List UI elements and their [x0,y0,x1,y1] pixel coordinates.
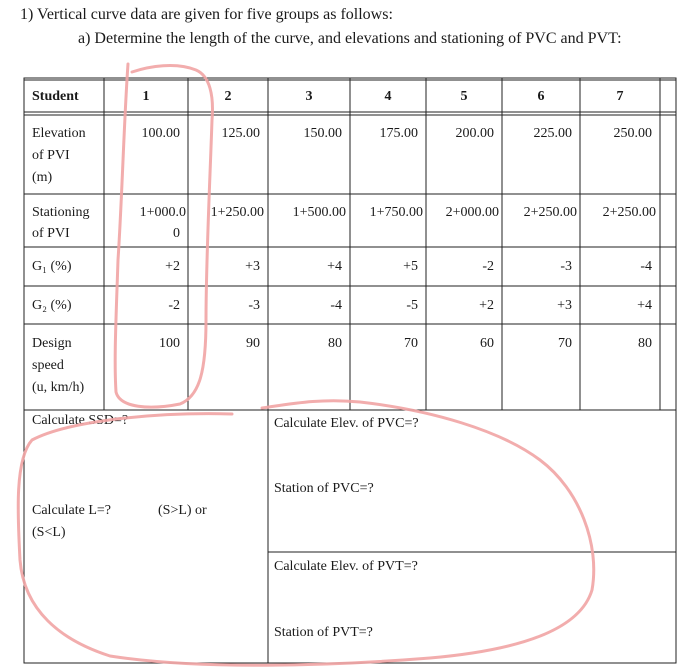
row-speed-label-3: (u, km/h) [32,380,85,395]
stationing-student-1-wrap: 0 [173,226,180,241]
header-student-1: 1 [142,89,150,104]
header-student-label: Student [32,89,79,104]
speed-student-1: 100 [159,336,180,351]
calc-length-cases-b: (S<L) [32,525,66,540]
header-student-6: 6 [537,89,545,104]
g1-student-6: -3 [560,259,572,274]
calc-length: Calculate L=? [32,503,112,518]
g1-student-2: +3 [245,259,260,274]
g2-student-7: +4 [637,298,652,313]
stationing-student-2: 1+250.00 [210,205,264,220]
calc-station-pvt: Station of PVT=? [274,625,373,640]
question-line-2: a) Determine the length of the curve, and elevations and stationing of PVC and PVT: [78,30,622,47]
row-stationing-label-1: Stationing [32,205,90,220]
header-student-3: 3 [305,89,313,104]
calc-length-cases-a: (S>L) or [158,503,207,518]
row-elevation-label-1: Elevation [32,126,86,141]
row-stationing-label-2: of PVI [32,226,70,241]
row-g1-label: G₁ (%) [32,259,72,274]
g1-student-3: +4 [327,259,342,274]
elevation-student-2: 125.00 [221,126,260,141]
calc-station-pvc: Station of PVC=? [274,481,374,496]
row-speed-label-2: speed [32,358,64,373]
g1-student-4: +5 [403,259,418,274]
g1-student-1: +2 [165,259,180,274]
elevation-student-1: 100.00 [141,126,180,141]
elevation-student-4: 175.00 [379,126,418,141]
stationing-student-4: 1+750.00 [369,205,423,220]
elevation-student-7: 250.00 [613,126,652,141]
g2-student-1: -2 [168,298,180,313]
stationing-student-7: 2+250.00 [602,205,656,220]
row-elevation-label-3: (m) [32,170,53,185]
g1-student-7: -4 [640,259,652,274]
elevation-student-3: 150.00 [303,126,342,141]
calc-elev-pvc: Calculate Elev. of PVC=? [274,416,419,431]
calc-ssd: Calculate SSD=? [32,413,129,428]
row-g2-label: G₂ (%) [32,298,72,313]
g1-student-5: -2 [482,259,494,274]
header-student-4: 4 [384,89,392,104]
question-line-1: 1) Vertical curve data are given for five groups as follows: [20,6,393,23]
row-speed-label-1: Design [32,336,72,351]
elevation-student-6: 225.00 [533,126,572,141]
speed-student-2: 90 [246,336,260,351]
stationing-student-5: 2+000.00 [445,205,499,220]
g2-student-4: -5 [406,298,418,313]
stationing-student-6: 2+250.00 [523,205,577,220]
row-elevation-label-2: of PVI [32,148,70,163]
speed-student-6: 70 [558,336,572,351]
calc-elev-pvt: Calculate Elev. of PVT=? [274,559,418,574]
header-student-5: 5 [460,89,468,104]
elevation-student-5: 200.00 [455,126,494,141]
speed-student-3: 80 [328,336,342,351]
speed-student-5: 60 [480,336,494,351]
stationing-student-1: 1+000.0 [139,205,186,220]
g2-student-6: +3 [557,298,572,313]
g2-student-3: -4 [330,298,342,313]
stationing-student-3: 1+500.00 [292,205,346,220]
speed-student-7: 80 [638,336,652,351]
speed-student-4: 70 [404,336,418,351]
header-student-2: 2 [224,89,232,104]
header-student-7: 7 [616,89,624,104]
g2-student-2: -3 [248,298,260,313]
g2-student-5: +2 [479,298,494,313]
